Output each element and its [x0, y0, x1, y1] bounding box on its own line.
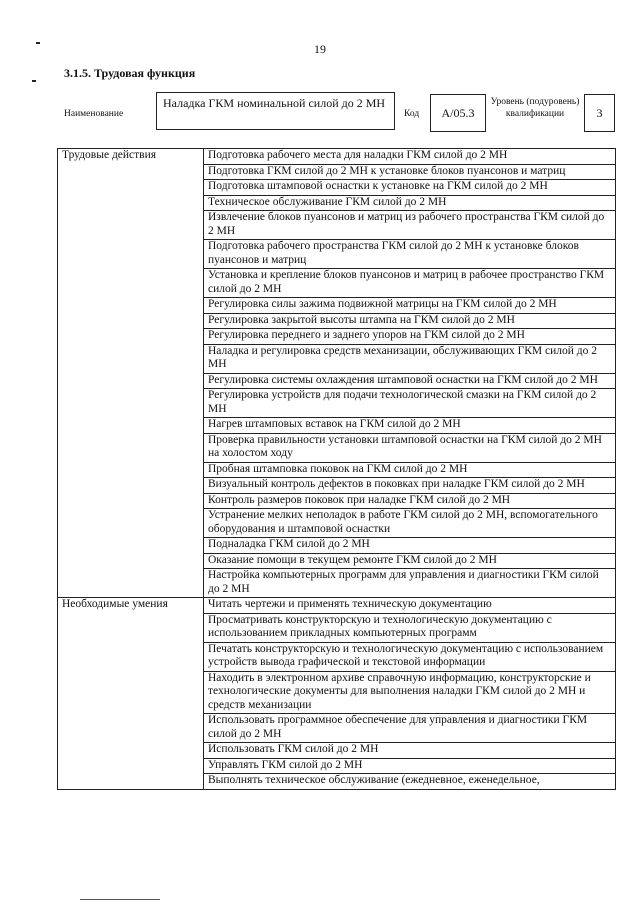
table-cell: Нагрев штамповых вставок на ГКМ силой до 2 МН	[204, 418, 616, 434]
table-cell: Настройка компьютерных программ для управления и диагностики ГКМ силой до 2 МН	[204, 569, 616, 598]
table-cell: Управлять ГКМ силой до 2 МН	[204, 758, 616, 774]
table-cell: Регулировка переднего и заднего упоров на ГКМ силой до 2 МН	[204, 329, 616, 345]
margin-mark	[36, 42, 40, 44]
table-cell: Контроль размеров поковок при наладке ГКМ силой до 2 МН	[204, 493, 616, 509]
table-cell: Регулировка системы охлаждения штамповой оснастки на ГКМ силой до 2 МН	[204, 373, 616, 389]
table-cell: Техническое обслуживание ГКМ силой до 2 МН	[204, 195, 616, 211]
table-cell: Установка и крепление блоков пуансонов и матриц в рабочее пространство ГКМ силой до 2 МН	[204, 269, 616, 298]
table-row	[58, 598, 616, 614]
level-label: Уровень (подуровень) квалификации	[490, 97, 580, 119]
level-value-box	[584, 94, 615, 132]
level-value: 3	[596, 106, 603, 120]
table-cell: Использовать ГКМ силой до 2 МН	[204, 743, 616, 759]
table-cell: Подготовка ГКМ силой до 2 МН к установке блоков пуансонов и матриц	[204, 164, 616, 180]
table-cell: Регулировка закрытой высоты штампа на ГКМ силой до 2 МН	[204, 313, 616, 329]
table-cell: Находить в электронном архиве справочную информацию, конструкторские и технологические документы для выполнения наладки ГКМ силой до 2 МН и средств механизации	[204, 671, 616, 714]
function-table	[57, 148, 616, 790]
table-cell: Подготовка рабочего пространства ГКМ силой до 2 МН к установке блоков пуансонов и матриц	[204, 240, 616, 269]
footer-line	[80, 899, 160, 900]
table-cell: Печатать конструкторскую и технологическую документацию с использованием устройств вывода графической и текстовой информации	[204, 642, 616, 671]
table-cell: Регулировка силы зажима подвижной матрицы на ГКМ силой до 2 МН	[204, 298, 616, 314]
table-cell: Проверка правильности установки штамповой оснастки на ГКМ силой до 2 МН на холостом ходу	[204, 433, 616, 462]
table-cell: Читать чертежи и применять техническую документацию	[204, 598, 616, 614]
section-category-cell: Необходимые умения	[58, 598, 204, 790]
section-category-cell: Трудовые действия	[58, 149, 204, 598]
name-label: Наименование	[64, 109, 124, 119]
table-cell: Пробная штамповка поковок на ГКМ силой до 2 МН	[204, 462, 616, 478]
table-cell: Оказание помощи в текущем ремонте ГКМ силой до 2 МН	[204, 553, 616, 569]
table-cell: Регулировка устройств для подачи технологической смазки на ГКМ силой до 2 МН	[204, 389, 616, 418]
table-cell: Выполнять техническое обслуживание (ежедневное, еженедельное,	[204, 774, 616, 790]
margin-mark	[32, 80, 36, 82]
table-cell: Визуальный контроль дефектов в поковках при наладке ГКМ силой до 2 МН	[204, 478, 616, 494]
table-cell: Устранение мелких неполадок в работе ГКМ силой до 2 МН, вспомогательного оборудования и штамповой оснастки	[204, 509, 616, 538]
table-cell: Извлечение блоков пуансонов и матриц из рабочего пространства ГКМ силой до 2 МН	[204, 211, 616, 240]
table-cell: Использовать программное обеспечение для управления и диагностики ГКМ силой до 2 МН	[204, 714, 616, 743]
code-label: Код	[404, 109, 420, 119]
section-title: 3.1.5. Трудовая функция	[64, 66, 196, 80]
table-cell: Подналадка ГКМ силой до 2 МН	[204, 538, 616, 554]
name-value-box: Наладка ГКМ номинальной силой до 2 МН	[156, 92, 395, 130]
table-cell: Наладка и регулировка средств механизации, обслуживающих ГКМ силой до 2 МН	[204, 344, 616, 373]
code-value: А/05.3	[441, 106, 475, 120]
table-cell: Подготовка рабочего места для наладки ГКМ силой до 2 МН	[204, 149, 616, 165]
code-value-box	[430, 94, 486, 132]
table-row	[58, 149, 616, 165]
table-cell: Подготовка штамповой оснастки к установке на ГКМ силой до 2 МН	[204, 180, 616, 196]
function-table-body	[58, 149, 616, 790]
table-cell: Просматривать конструкторскую и технологическую документацию с использованием прикладных компьютерных программ	[204, 613, 616, 642]
page-number: 19	[314, 42, 326, 56]
